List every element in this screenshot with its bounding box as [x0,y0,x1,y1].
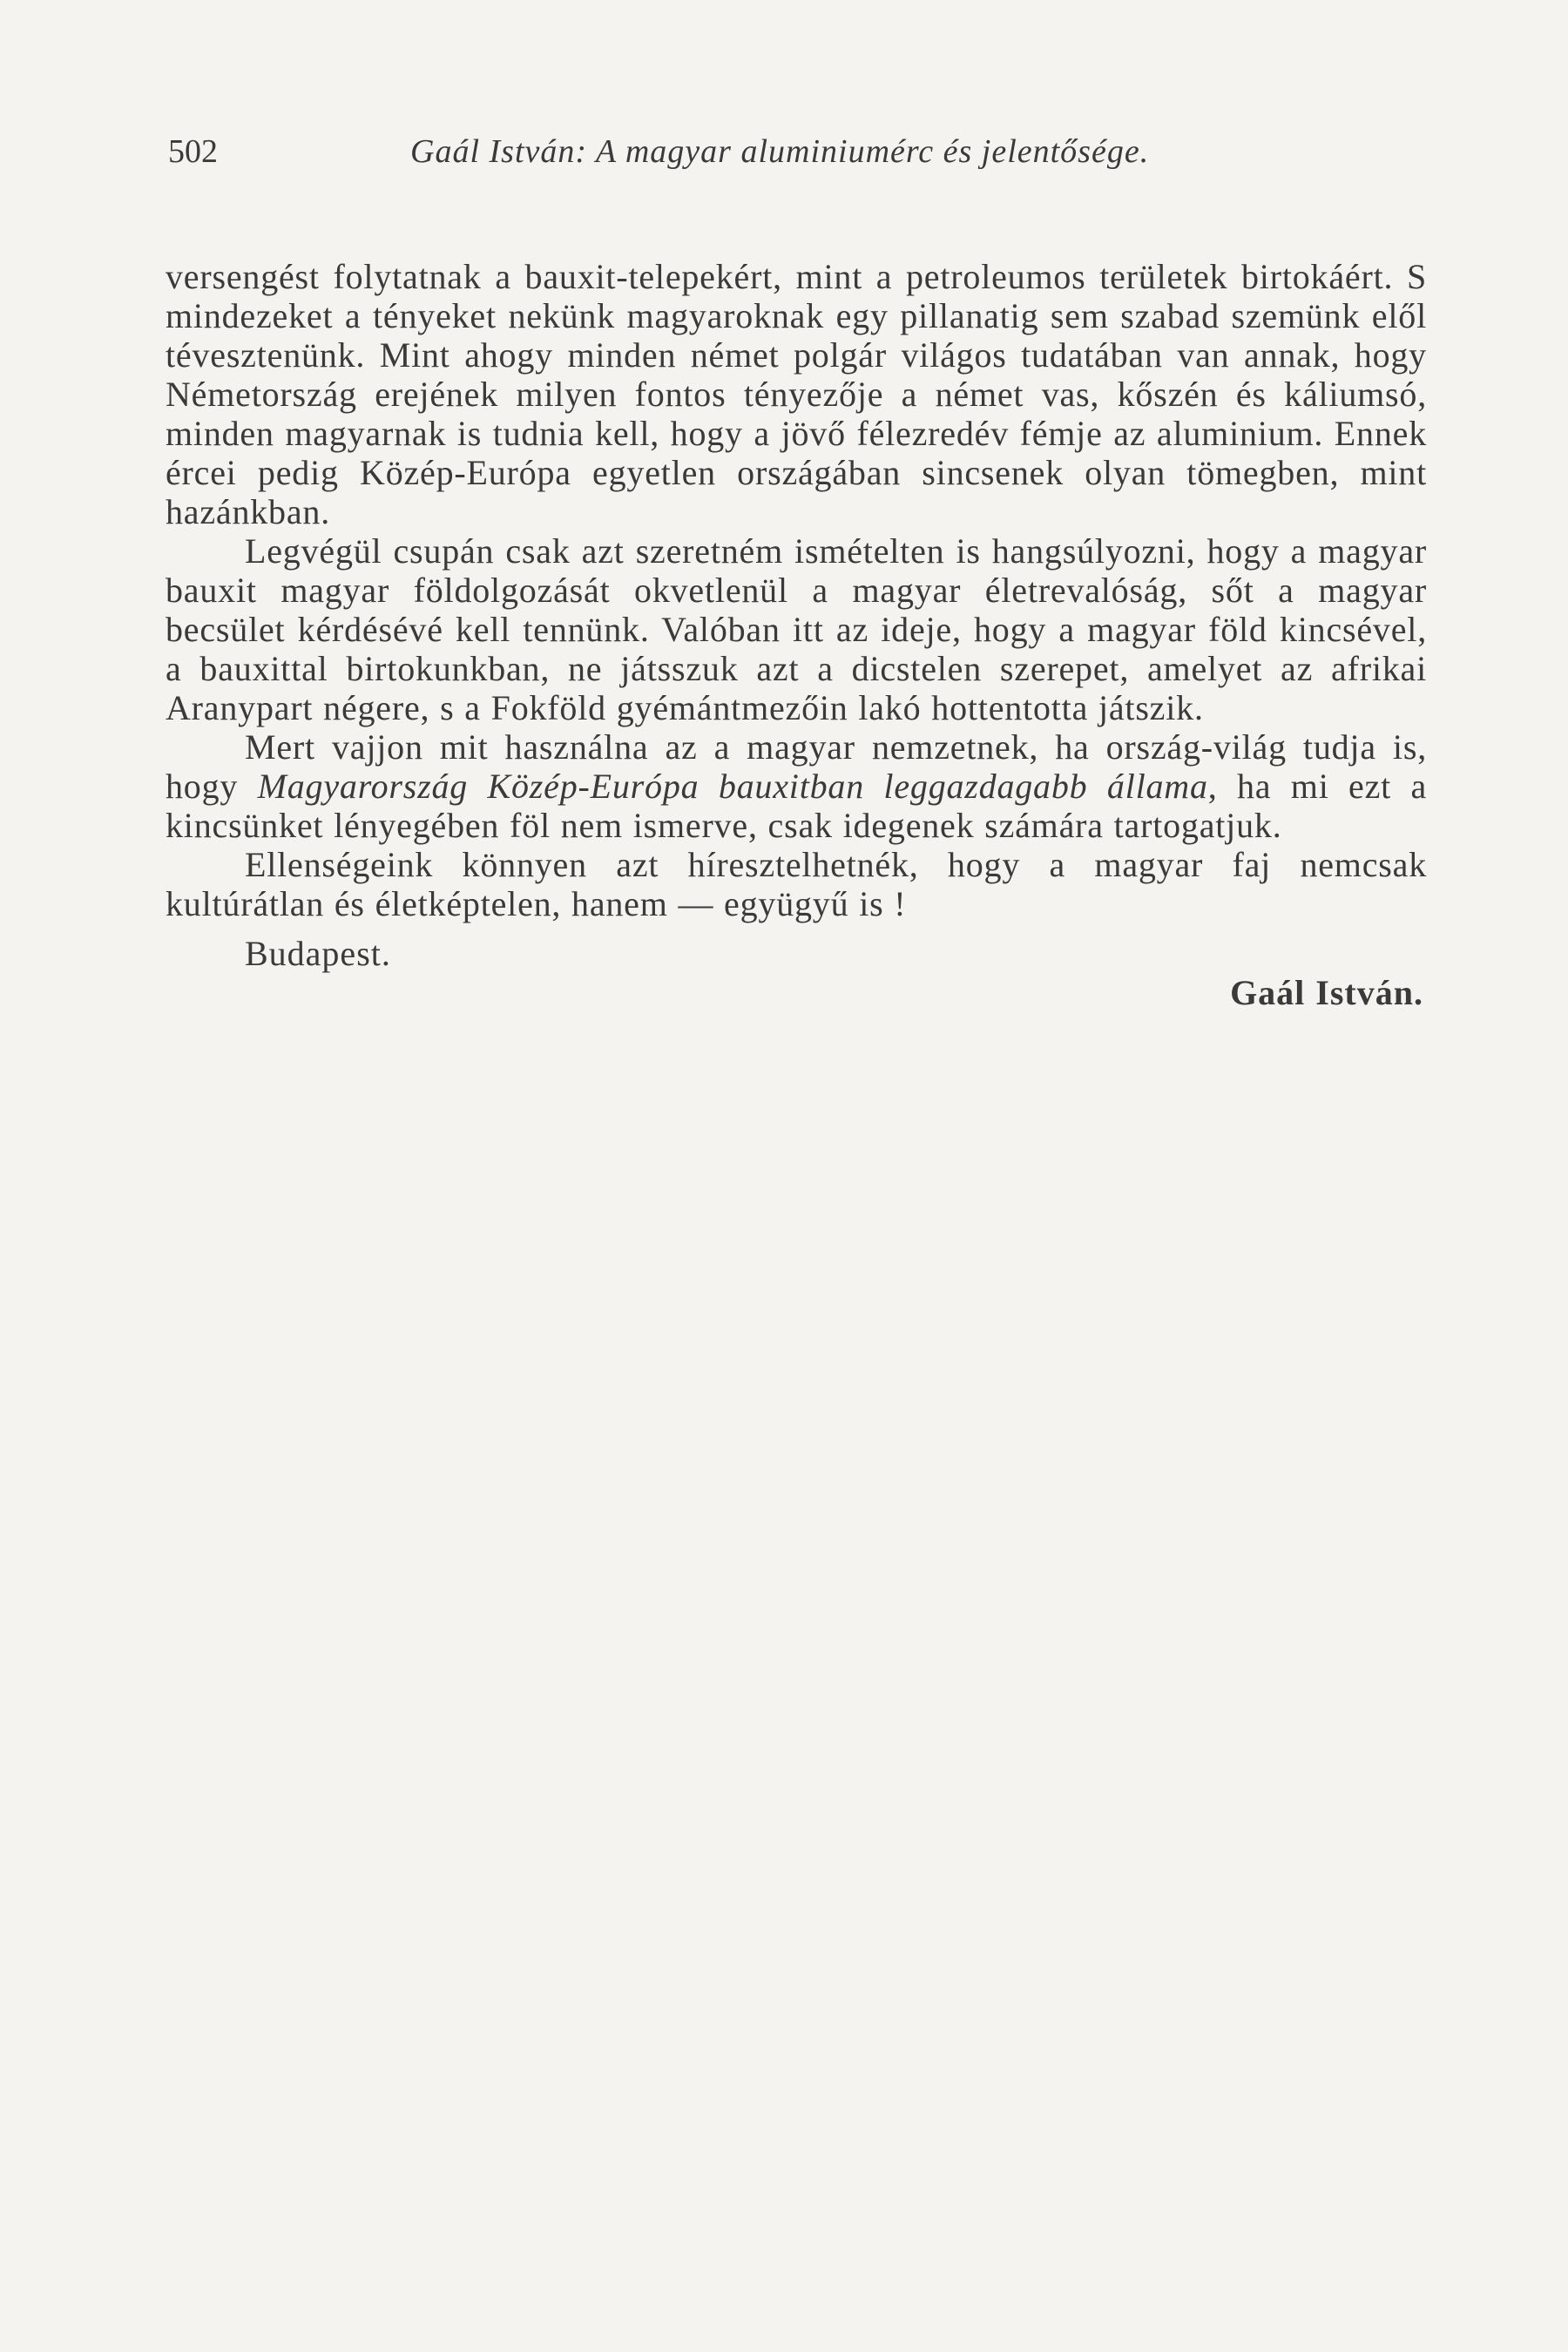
paragraph-bauxit-processing: Legvégül csupán csak azt szeretném ismételten is hangsúlyozni, hogy a magyar bauxit magyar földolgozását okvetlenül a magyar életrevalóság, sőt a magyar becsület kérdésévé kell tennünk. Valóban itt az ideje, hogy a magyar föld kincsével, a bauxittal birtokunkban, ne játsszuk azt a dicstelen szerepet, amelyet az afrikai Aranypart négere, s a Fokföld gyémántmezőin lakó hottentotta játszik. [166,531,1427,727]
emphasized-phrase: Magyarország Közép-Európa bauxitban leggazdagabb állama [257,767,1208,806]
author-signature: Gaál István. [1230,973,1423,1012]
running-title: Gaál István: A magyar aluminiumérc és jelentősége. [410,133,1150,170]
paragraph-text-before: Mert vajjon mit használna az a magyar nemzetnek, ha ország-világ tudja is, hogy [166,727,1427,806]
paragraph-continuation: versengést folytatnak a bauxit-telepekért, mint a petroleumos területek birtokáért. S mindezeket a tényeket nekünk magyaroknak egy pillanatig sem szabad szemünk elől tévesztenünk. Mint ahogy minden német polgár világos tudatában van annak, hogy Németország erejének milyen fontos tényezője a német vas, kőszén és káliumsó, minden magyarnak is tudnia kell, hogy a jövő félezredév fémje az aluminium. Ennek ércei pedig Közép-Európa egyetlen országában sincsenek olyan tömegben, mint hazánkban. [166,257,1427,531]
paragraph-enemies: Ellenségeink könnyen azt híresztelhetnék, hogy a magyar faj nemcsak kultúrátlan és életképtelen, hanem — együgyű is ! [166,845,1427,923]
article-body [166,257,1427,1021]
paragraph-text-after: , ha mi ezt a kincsünket lényegében föl nem ismerve, csak idegenek számára tartogatjuk. [166,767,1428,845]
page-number: 502 [168,133,218,170]
place-line: Budapest. [245,934,391,973]
closing-block [166,934,1427,1021]
paragraph-national-wealth [166,727,1427,845]
